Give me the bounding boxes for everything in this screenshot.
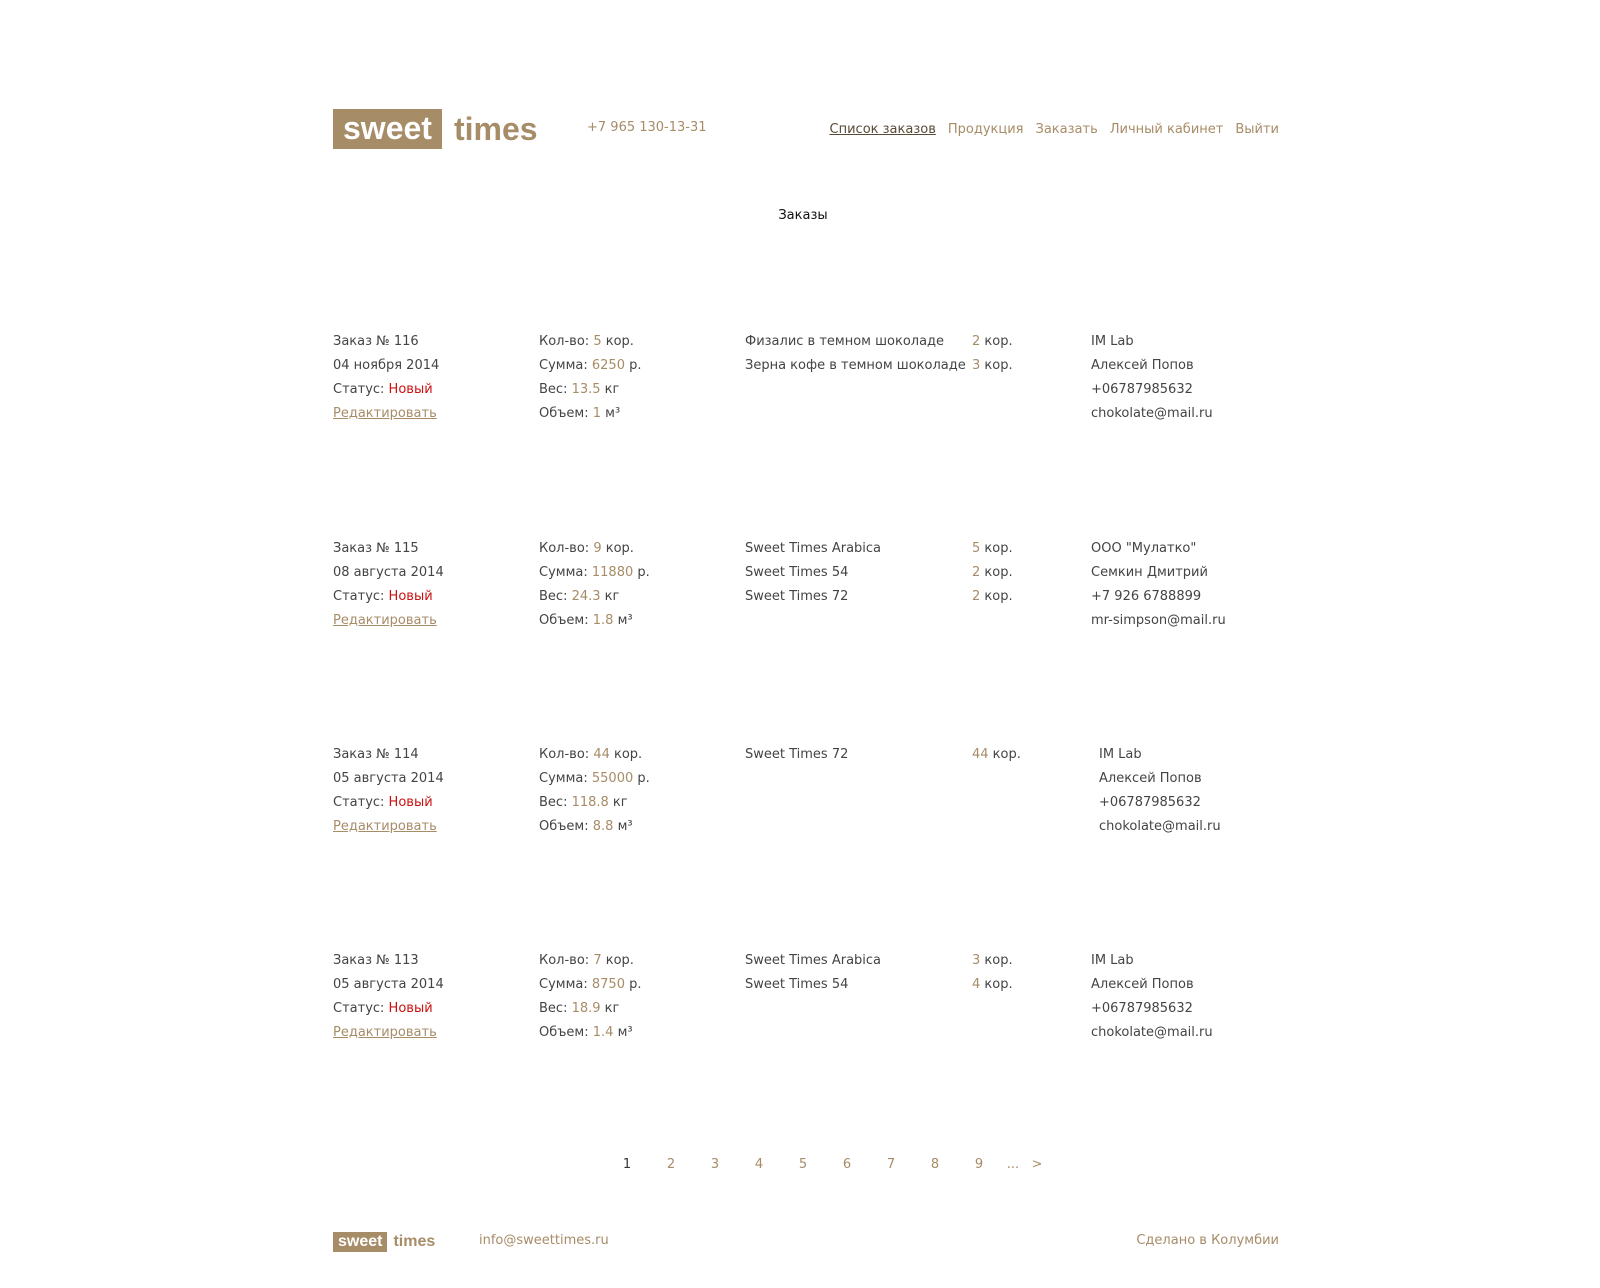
edit-order-link[interactable]: Редактировать <box>333 613 437 628</box>
order-items <box>745 330 966 378</box>
summary-unit: кор. <box>601 541 634 556</box>
summary-unit: р. <box>633 565 650 580</box>
summary-sum <box>539 973 642 997</box>
status-badge: Новый <box>388 589 433 604</box>
item-count <box>972 330 1013 354</box>
summary-unit: кг <box>608 795 628 810</box>
footer-logo-sweet: sweet <box>333 1232 387 1252</box>
order-number: Заказ № 116 <box>333 334 419 349</box>
summary-unit: м³ <box>601 406 621 421</box>
summary-volume <box>539 815 650 839</box>
nav-logout[interactable]: Выйти <box>1235 122 1279 137</box>
summary-value: 8.8 <box>592 819 614 834</box>
edit-order-link[interactable]: Редактировать <box>333 1025 437 1040</box>
order-info <box>333 537 444 633</box>
summary-unit: кг <box>600 1001 620 1016</box>
summary-label: Кол-во: <box>539 747 594 762</box>
client-company: IM Lab <box>1091 334 1134 349</box>
nav-products[interactable]: Продукция <box>947 122 1024 137</box>
page-title: Заказы <box>778 208 828 223</box>
order-status <box>333 997 444 1021</box>
next-page-button[interactable]: > <box>1031 1157 1043 1172</box>
item-name: Зерна кофе в темном шоколаде <box>745 358 966 373</box>
order-status <box>333 791 444 815</box>
order-items <box>745 537 881 609</box>
edit-order-link[interactable]: Редактировать <box>333 406 437 421</box>
summary-value: 44 <box>593 747 610 762</box>
item-count <box>972 537 1013 561</box>
page-link-2[interactable]: 2 <box>666 1157 676 1172</box>
order-summary <box>539 330 642 426</box>
summary-sum <box>539 354 642 378</box>
client-phone: +06787985632 <box>1091 382 1193 397</box>
client-email: chokolate@mail.ru <box>1091 406 1213 421</box>
summary-unit: кг <box>600 382 620 397</box>
client-email: mr-simpson@mail.ru <box>1091 613 1226 628</box>
nav-order[interactable]: Заказать <box>1035 122 1098 137</box>
item-count-unit: кор. <box>980 541 1013 556</box>
summary-value: 1.8 <box>592 613 614 628</box>
item-count <box>972 973 1013 997</box>
item-count-value: 3 <box>972 953 981 968</box>
summary-qty <box>539 743 650 767</box>
item-name: Sweet Times 54 <box>745 977 849 992</box>
item-count-unit: кор. <box>980 977 1013 992</box>
client-company: IM Lab <box>1099 747 1142 762</box>
item-count-unit: кор. <box>980 358 1013 373</box>
summary-sum <box>539 561 650 585</box>
order-items <box>745 743 848 767</box>
item-count-value: 2 <box>972 565 981 580</box>
order-date: 08 августа 2014 <box>333 565 444 580</box>
summary-label: Кол-во: <box>539 953 594 968</box>
edit-row <box>333 815 444 839</box>
status-label: Статус: <box>333 589 389 604</box>
summary-weight <box>539 585 650 609</box>
pagination <box>605 1157 1049 1172</box>
status-label: Статус: <box>333 1001 389 1016</box>
summary-label: Вес: <box>539 795 572 810</box>
item-name: Физалис в темном шоколаде <box>745 334 945 349</box>
footer-made-in: Сделано в Колумбии <box>1136 1233 1279 1248</box>
status-badge: Новый <box>388 382 433 397</box>
order-client <box>1099 743 1221 839</box>
summary-unit: м³ <box>613 1025 633 1040</box>
logo-times: times <box>453 111 538 147</box>
order-block <box>333 743 1273 843</box>
order-info <box>333 949 444 1045</box>
order-item-counts <box>972 537 1013 609</box>
summary-weight <box>539 378 642 402</box>
order-info <box>333 330 439 426</box>
order-status <box>333 378 439 402</box>
item-name: Sweet Times 72 <box>745 589 849 604</box>
order-items <box>745 949 881 997</box>
summary-unit: р. <box>624 977 642 992</box>
client-name: Семкин Дмитрий <box>1091 565 1208 580</box>
item-count <box>972 561 1013 585</box>
order-number: Заказ № 114 <box>333 747 419 762</box>
summary-volume <box>539 402 642 426</box>
summary-unit: р. <box>633 771 650 786</box>
item-count-value: 2 <box>972 589 981 604</box>
page-link-4[interactable]: 4 <box>754 1157 764 1172</box>
item-count <box>972 585 1013 609</box>
order-item-counts <box>972 330 1013 378</box>
order-number: Заказ № 115 <box>333 541 419 556</box>
summary-label: Вес: <box>539 382 572 397</box>
order-summary <box>539 949 642 1045</box>
item-name: Sweet Times Arabica <box>745 541 882 556</box>
page-link-7[interactable]: 7 <box>886 1157 896 1172</box>
order-date: 05 августа 2014 <box>333 771 444 786</box>
summary-label: Объем: <box>539 1025 593 1040</box>
client-company: ООО "Мулатко" <box>1091 541 1197 556</box>
summary-unit: кор. <box>601 953 634 968</box>
item-count <box>972 354 1013 378</box>
summary-label: Кол-во: <box>539 541 594 556</box>
item-count-unit: кор. <box>980 334 1013 349</box>
item-count-value: 5 <box>972 541 981 556</box>
order-summary <box>539 537 650 633</box>
summary-unit: м³ <box>613 819 633 834</box>
summary-value: 1 <box>592 406 602 421</box>
order-status <box>333 585 444 609</box>
footer-logo[interactable] <box>333 1232 435 1252</box>
summary-label: Сумма: <box>539 565 592 580</box>
status-badge: Новый <box>388 1001 433 1016</box>
summary-label: Сумма: <box>539 358 592 373</box>
summary-label: Сумма: <box>539 977 592 992</box>
summary-label: Кол-во: <box>539 334 594 349</box>
client-name: Алексей Попов <box>1099 771 1202 786</box>
summary-value: 11880 <box>591 565 634 580</box>
item-count-unit: кор. <box>980 953 1013 968</box>
item-count-unit: кор. <box>988 747 1021 762</box>
page-link-9[interactable]: 9 <box>974 1157 984 1172</box>
page-link-3[interactable]: 3 <box>710 1157 720 1172</box>
item-count <box>972 743 1021 767</box>
summary-volume <box>539 1021 642 1045</box>
order-date: 04 ноября 2014 <box>333 358 440 373</box>
summary-qty <box>539 330 642 354</box>
summary-unit: кг <box>600 589 620 604</box>
client-phone: +7 926 6788899 <box>1091 589 1202 604</box>
order-block <box>333 537 1273 637</box>
item-count-value: 2 <box>972 334 981 349</box>
summary-qty <box>539 537 650 561</box>
edit-row <box>333 1021 444 1045</box>
nav-account[interactable]: Личный кабинет <box>1109 122 1224 137</box>
client-name: Алексей Попов <box>1091 977 1194 992</box>
order-item-counts <box>972 743 1021 767</box>
summary-label: Вес: <box>539 1001 572 1016</box>
edit-order-link[interactable]: Редактировать <box>333 819 437 834</box>
client-company: IM Lab <box>1091 953 1134 968</box>
summary-value: 8750 <box>591 977 625 992</box>
summary-weight <box>539 791 650 815</box>
order-item-counts <box>972 949 1013 997</box>
item-count <box>972 949 1013 973</box>
page-link-1[interactable]: 1 <box>622 1157 632 1172</box>
summary-volume <box>539 609 650 633</box>
summary-unit: р. <box>624 358 642 373</box>
summary-qty <box>539 949 642 973</box>
footer-email-link[interactable]: info@sweettimes.ru <box>479 1233 609 1248</box>
order-client <box>1091 330 1213 426</box>
item-count-value: 44 <box>972 747 989 762</box>
logo[interactable] <box>333 109 538 149</box>
order-block <box>333 949 1273 1049</box>
header-phone: +7 965 130-13-31 <box>587 120 707 135</box>
summary-label: Вес: <box>539 589 572 604</box>
summary-sum <box>539 767 650 791</box>
client-name: Алексей Попов <box>1091 358 1194 373</box>
order-client <box>1091 949 1213 1045</box>
status-label: Статус: <box>333 382 389 397</box>
item-count-value: 3 <box>972 358 981 373</box>
main-nav <box>830 122 1279 137</box>
summary-weight <box>539 997 642 1021</box>
summary-value: 6250 <box>591 358 625 373</box>
edit-row <box>333 402 439 426</box>
summary-unit: кор. <box>609 747 643 762</box>
order-block <box>333 330 1273 430</box>
item-count-value: 4 <box>972 977 981 992</box>
client-email: chokolate@mail.ru <box>1091 1025 1213 1040</box>
page-link-6[interactable]: 6 <box>842 1157 852 1172</box>
status-label: Статус: <box>333 795 389 810</box>
summary-value: 55000 <box>591 771 634 786</box>
item-count-unit: кор. <box>980 589 1013 604</box>
summary-value: 13.5 <box>571 382 601 397</box>
item-count-unit: кор. <box>980 565 1013 580</box>
summary-value: 5 <box>593 334 602 349</box>
order-info <box>333 743 444 839</box>
page-link-5[interactable]: 5 <box>798 1157 808 1172</box>
summary-value: 7 <box>593 953 602 968</box>
summary-label: Сумма: <box>539 771 592 786</box>
nav-orders-list[interactable]: Список заказов <box>829 122 936 137</box>
page-link-8[interactable]: 8 <box>930 1157 940 1172</box>
summary-label: Объем: <box>539 819 593 834</box>
item-name: Sweet Times Arabica <box>745 953 882 968</box>
status-badge: Новый <box>388 795 433 810</box>
client-phone: +06787985632 <box>1091 1001 1193 1016</box>
order-summary <box>539 743 650 839</box>
client-phone: +06787985632 <box>1099 795 1201 810</box>
summary-value: 1.4 <box>592 1025 614 1040</box>
footer-logo-times: times <box>393 1233 436 1250</box>
summary-label: Объем: <box>539 613 593 628</box>
order-client <box>1091 537 1226 633</box>
item-name: Sweet Times 72 <box>745 747 849 762</box>
summary-value: 9 <box>593 541 602 556</box>
summary-label: Объем: <box>539 406 593 421</box>
logo-sweet: sweet <box>333 109 442 149</box>
summary-value: 118.8 <box>571 795 609 810</box>
client-email: chokolate@mail.ru <box>1099 819 1221 834</box>
edit-row <box>333 609 444 633</box>
summary-unit: м³ <box>613 613 633 628</box>
item-name: Sweet Times 54 <box>745 565 849 580</box>
page-ellipsis: ... <box>1006 1157 1020 1172</box>
summary-value: 24.3 <box>571 589 601 604</box>
summary-unit: кор. <box>601 334 634 349</box>
order-date: 05 августа 2014 <box>333 977 444 992</box>
summary-value: 18.9 <box>571 1001 601 1016</box>
order-number: Заказ № 113 <box>333 953 419 968</box>
